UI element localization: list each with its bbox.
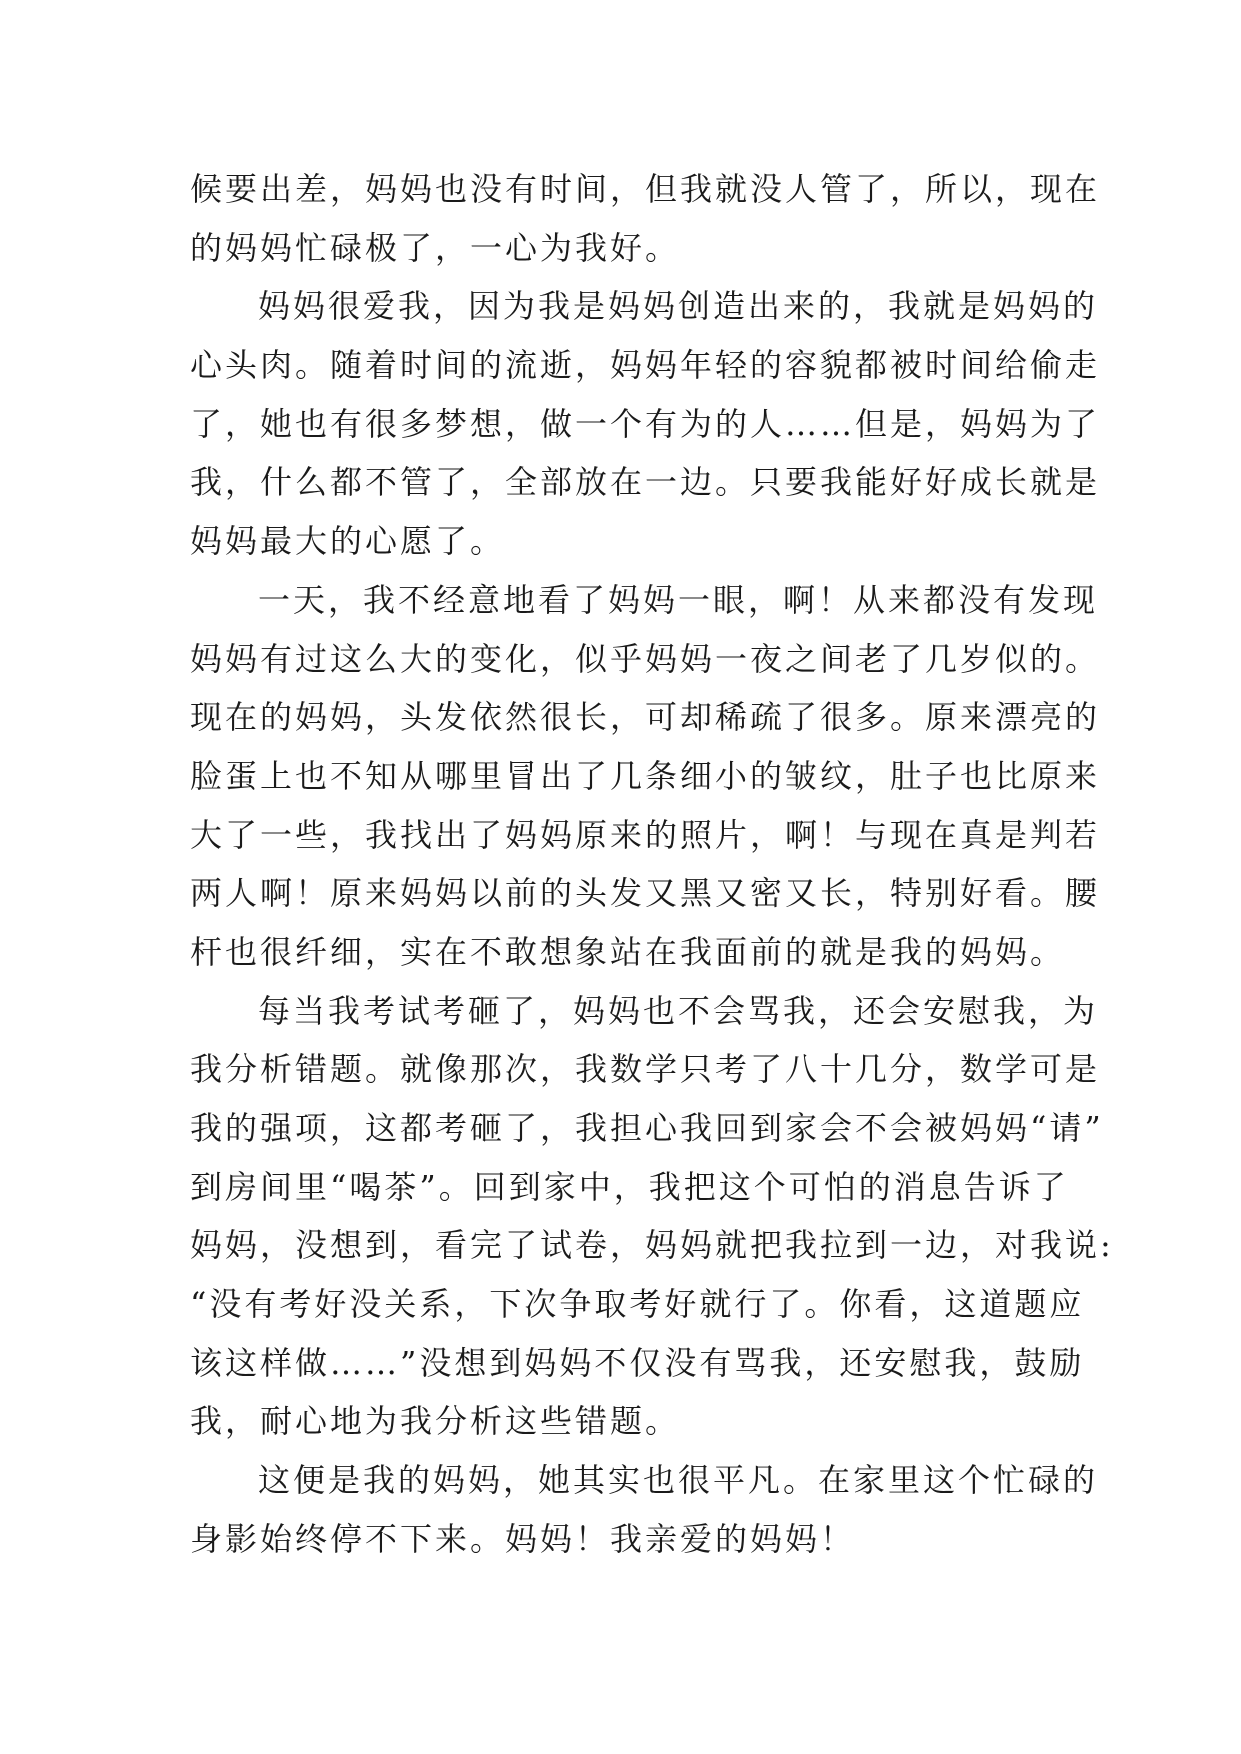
text-line: 妈妈很爱我，因为我是妈妈创造出来的，我就是妈妈的 bbox=[258, 287, 1099, 326]
text-line: 了，她也有很多梦想，做一个有为的人……但是，妈妈为了 bbox=[190, 404, 1101, 443]
text-line: 我的强项，这都考砸了，我担心我回到家会不会被妈妈“请” bbox=[190, 1109, 1104, 1147]
paragraph-3 bbox=[190, 571, 1101, 982]
text-line: 大了一些，我找出了妈妈原来的照片，啊！与现在真是判若 bbox=[190, 815, 1101, 854]
text-line: 每当我考试考砸了，妈妈也不会骂我，还会安慰我，为 bbox=[258, 991, 1099, 1030]
text-line: 脸蛋上也不知从哪里冒出了几条细小的皱纹，肚子也比原来 bbox=[190, 756, 1101, 795]
text-line: 到房间里“喝茶”。回到家中，我把这个可怕的消息告诉了 bbox=[190, 1167, 1069, 1206]
text-line: 两人啊！原来妈妈以前的头发又黑又密又长，特别好看。腰 bbox=[190, 874, 1101, 913]
text-line: 的妈妈忙碌极了，一心为我好。 bbox=[190, 228, 681, 267]
text-line: 现在的妈妈，头发依然很长，可却稀疏了很多。原来漂亮的 bbox=[190, 698, 1101, 737]
text-line: “没有考好没关系，下次争取考好就行了。你看，这道题应 bbox=[190, 1285, 1085, 1324]
text-line: 我，耐心地为我分析这些错题。 bbox=[190, 1402, 681, 1441]
paragraph-4 bbox=[190, 982, 1114, 1452]
text-line: 这便是我的妈妈，她其实也很平凡。在家里这个忙碌的 bbox=[258, 1461, 1099, 1500]
paragraph-2 bbox=[190, 277, 1101, 570]
text-line: 妈妈有过这么大的变化，似乎妈妈一夜之间老了几岁似的。 bbox=[190, 639, 1101, 678]
text-line: 候要出差，妈妈也没有时间，但我就没人管了，所以，现在 bbox=[190, 170, 1101, 208]
text-line: 妈妈最大的心愿了。 bbox=[190, 522, 506, 561]
text-line: 心头肉。随着时间的流逝，妈妈年轻的容貌都被时间给偷走 bbox=[190, 346, 1101, 385]
text-line: 我分析错题。就像那次，我数学只考了八十几分，数学可是 bbox=[190, 1050, 1101, 1089]
paragraph-1 bbox=[190, 160, 1101, 277]
text-line: 一天，我不经意地看了妈妈一眼，啊！从来都没有发现 bbox=[258, 580, 1099, 619]
essay-body bbox=[190, 160, 1114, 1569]
text-line: 该这样做……”没想到妈妈不仅没有骂我，还安慰我，鼓励 bbox=[190, 1343, 1085, 1382]
paragraph-5 bbox=[190, 1451, 1099, 1568]
text-line: 杆也很纤细，实在不敢想象站在我面前的就是我的妈妈。 bbox=[190, 932, 1066, 971]
text-line: 我，什么都不管了，全部放在一边。只要我能好好成长就是 bbox=[190, 463, 1101, 502]
text-line: 妈妈，没想到，看完了试卷，妈妈就把我拉到一边，对我说: bbox=[190, 1226, 1114, 1265]
text-line: 身影始终停不下来。妈妈！我亲爱的妈妈！ bbox=[190, 1519, 856, 1558]
